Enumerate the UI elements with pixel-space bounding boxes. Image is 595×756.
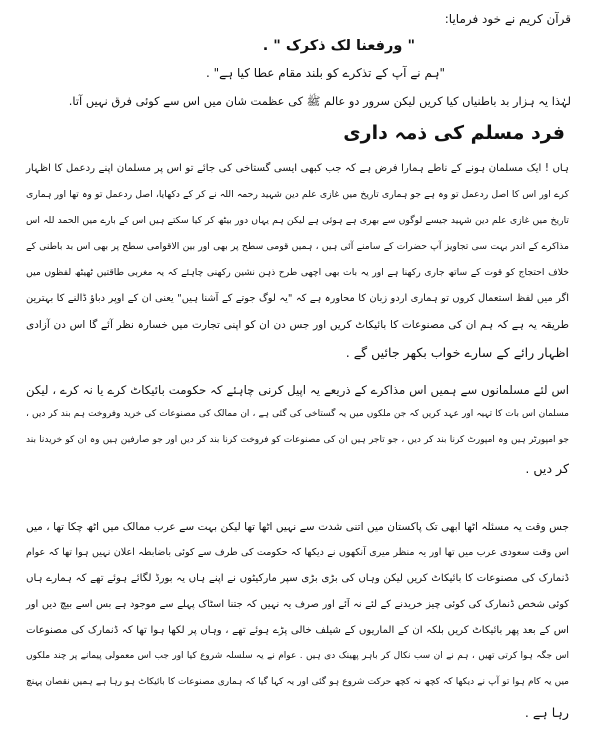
paragraph-line: جو امپورٹر ہیں وہ امپورٹ کرنا بند کر دیں ، جو تاجر ہیں ان کی مصنوعات کو فروخت کرنا بند کر دیں اور جو صارفین ہیں وہ ان کو خریدنا بند — [26, 435, 569, 445]
paragraph-line: مسلمان اس بات کا تہیہ اور عہد کریں کہ جن ملکوں میں یہ گستاخی کی گئی ہے ، ان ممالک کی مصنوعات کی خرید وفروخت ہم بند کر دیں ، — [26, 409, 569, 419]
paragraph-line: ہاں ! ایک مسلمان ہونے کے ناطے ہمارا فرض ہے کہ جب کبھی ایسی گستاخی کی جائے تو اس پر مسلمان اپنے ردعمل کا اظہار — [26, 163, 569, 174]
paragraph-line: مذاکرے کے اندر بہت سی تجاویز آپ حضرات کے سامنے آئی ہیں ، ہمیں قومی سطح پر بھی اور بین الاقوامی سطح پر بھی اس بد باطنی کے — [26, 241, 569, 252]
intro-line: قرآن کریم نے خود فرمایا: — [444, 12, 571, 26]
paragraph-line: جس وقت یہ مسئلہ اٹھا ابھی تک پاکستان میں اتنی شدت سے نہیں اٹھا تھا لیکن بہت سے عرب ممالک میں اٹھ چکا تھا ، میں — [26, 521, 569, 533]
paragraph-line: کرے اور اس کا اصل ردعمل تو وہ ہے جو ہماری تاریخ میں غازی علم دین شہید رحمہ اللہ نے کر کے دکھایا، اصل ردعمل تو وہ تھا اور ہماری — [26, 189, 569, 200]
paragraph-line: تاریخ میں غازی علم دین شہید جیسے لوگوں سے بھری ہے ہوئی ہے لیکن ہم یہاں دور بیٹھ کر کیا سکتے ہیں اس کے بارے میں الحمد للہ اس — [26, 215, 569, 226]
paragraph-line: اس کے بعد پھر بائیکاٹ کریں بلکہ ان کے الماریوں کے شیلف خالی پڑے ہوئے تھے ، وہاں پر لکھا ہوا تھا کہ ڈنمارک کی مصنوعات — [26, 625, 569, 636]
paragraph-line: ڈنمارک کی مصنوعات کا بائیکاٹ کریں لیکن وہاں کی بڑی بڑی سپر مارکیٹوں نے اپنے ہاں یہ بورڈ لگائے ہوئے تھے کہ ہمارے ہاں — [26, 573, 569, 584]
paragraph-line: کوئی شخص ڈنمارک کی کوئی چیز خریدنے کے لئے نہ آئے اور صرف یہ نہیں کہ جتنا اسٹاک پہلے سے موجود ہے بس اسے بیچ دیں اور — [26, 599, 569, 610]
paragraph-line: اس لئے مسلمانوں سے ہمیں اس مذاکرے کے ذریعے یہ اپیل کرنی چاہئے کہ حکومت بائیکاٹ کرے یا نہ کرے ، لیکن — [26, 383, 569, 397]
paragraph-line: رہا ہے . — [524, 705, 569, 720]
paragraph-line: کر دیں . — [525, 461, 569, 476]
arabic-verse-quote: " ورفعنا لک ذکرک " . — [262, 38, 415, 54]
section-heading: فرد مسلم کی ذمہ داری — [343, 122, 565, 144]
paragraph-line: اس وقت سعودی عرب میں تھا اور یہ منظر میری آنکھوں نے دیکھا کہ حکومت کی طرف سے کوئی باضابطہ اعلان نہیں ہوا تھا کہ عوام — [26, 547, 569, 558]
paragraph-line: اظہار رائے کے سارے خواب بکھر جائیں گے . — [345, 345, 569, 360]
paragraph-line: میں یہ کام ہوا تو آپ نے دیکھا کہ کچھ نہ کچھ حرکت شروع ہو گئی اور یہ کہا گیا کہ ہماری مصنوعات کا بائیکاٹ ہو رہا ہے ہمیں نقصان پہنچ — [26, 677, 569, 687]
paragraph-line: خلاف احتجاج کو قوت کے ساتھ جاری رکھنا ہے اور یہ بات بھی اچھی طرح ذہن نشین رکھنی چاہئے کہ یہ مغربی طاقتیں ٹھیٹھ لفظوں میں — [26, 267, 569, 278]
paragraph-line: اگر میں لفظ استعمال کروں تو ہماری اردو زبان کا محاورہ ہے کہ "یہ لوگ جوتے کے آشنا ہیں" یعنی ان کے اوپر دباؤ ڈالنے کا بہترین — [26, 293, 569, 304]
paragraph-line: اس جگہ ہوا کرتی تھیں ، ہم نے ان سب نکال کر باہر پھینک دی ہیں . عوام نے یہ سلسلہ شروع کیا اور جب اس معمولی پیمانے پر چند ملکوں — [26, 651, 569, 661]
paragraph-line: طریقہ یہ ہے کہ ہم ان کی مصنوعات کا بائیکاٹ کریں اور جس دن ان کو اپنی تجارت میں خسارہ نظر آئے گا اس دن آزادی — [26, 319, 569, 331]
verse-translation: "ہم نے آپ کے تذکرے کو بلند مقام عطا کیا ہے" . — [205, 66, 445, 80]
intro-conclusion: لہٰذا یہ ہزار بد باطنیاں کیا کریں لیکن سرور دو عالم ﷺ کی عظمت شان میں اس سے کوئی فرق نہیں آتا. — [68, 94, 571, 108]
